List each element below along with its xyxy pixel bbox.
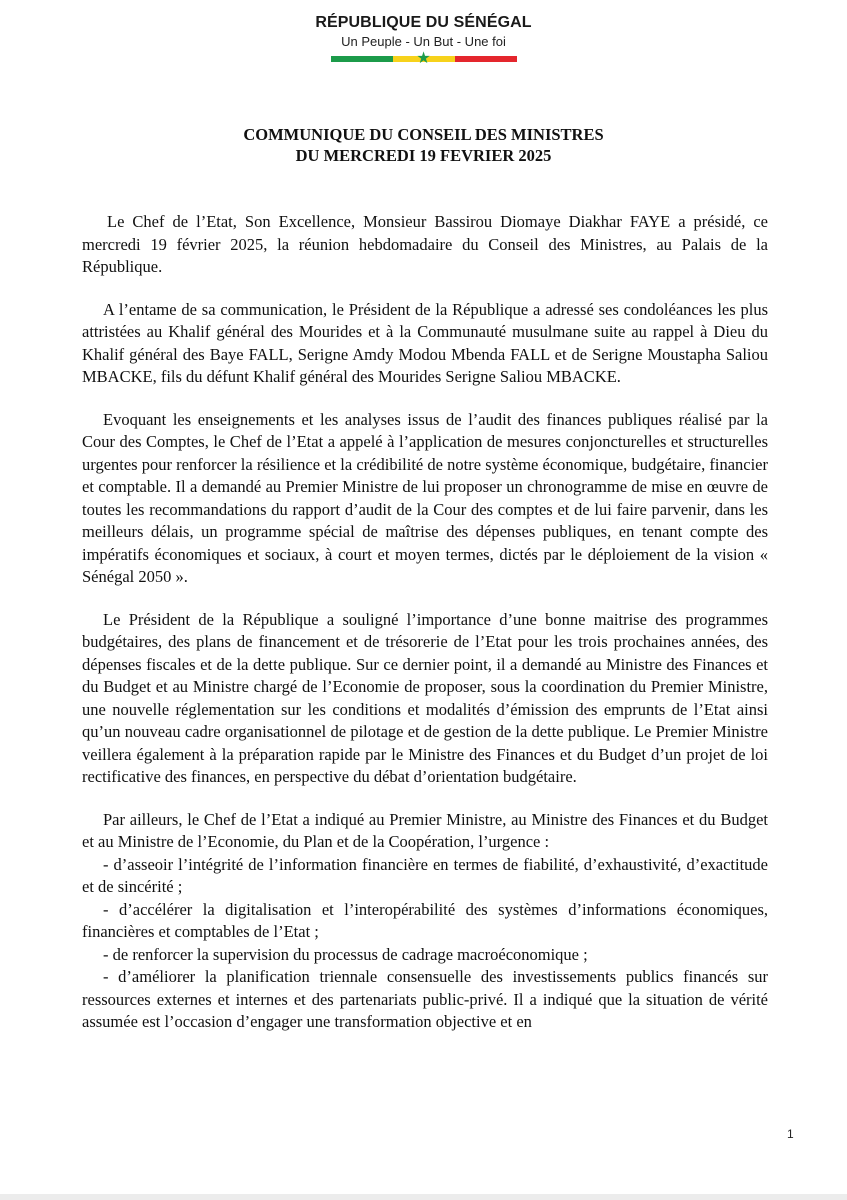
- page-bottom-edge: [0, 1194, 847, 1200]
- list-item: - de renforcer la supervision du processus de cadrage macroéconomique ;: [103, 944, 588, 964]
- flag-green-band: [331, 56, 393, 62]
- country-name: RÉPUBLIQUE DU SÉNÉGAL: [315, 14, 532, 31]
- list-item: - d’améliorer la planification triennale consensuelle des investissements publics financés sur ressources externes et internes et des partenariats public-privé. Il a indiqué que la situation de vérité assumée est l’occasion d’engager une transformation objective et en: [82, 967, 768, 1031]
- communique-title: [0, 124, 847, 166]
- senegal-flag-stripe: [331, 48, 517, 67]
- list-item: - d’accélérer la digitalisation et l’interopérabilité des systèmes d’informations économiques, financières et comptables de l’Etat ;: [82, 899, 768, 941]
- document-header: [0, 14, 847, 67]
- paragraph-urgence: Par ailleurs, le Chef de l’Etat a indiqué au Premier Ministre, au Ministre des Finances et du Budget et au Ministre de l’Economie, du Plan et de la Coopération, l’urgence :: [82, 809, 768, 851]
- communique-body: [82, 211, 768, 1034]
- title-line-2: DU MERCREDI 19 FEVRIER 2025: [295, 146, 552, 165]
- paragraph-condolences: A l’entame de sa communication, le Président de la République a adressé ses condoléances les plus attristées au Khalif général des Mourides et à la Communauté musulmane suite au rappel à Dieu du Khalif général des Baye FALL, Serigne Amdy Modou Mbenda FALL et de Serigne Moustapha Saliou MBACKE, fils du défunt Khalif général des Mourides Serigne Saliou MBACKE.: [82, 299, 768, 386]
- paragraph-audit: Evoquant les enseignements et les analyses issus de l’audit des finances publiques réalisé par la Cour des Comptes, le Chef de l’Etat a appelé à l’application de mesures conjoncturelles et structurelles urgentes pour renforcer la résilience et la crédibilité de notre système économique, budgétaire, financier et comptable. Il a demandé au Premier Ministre de lui proposer un chronogramme de mise en œuvre de toutes les recommandations du rapport d’audit de la Cour des comptes et de lui faire parvenir, dans les meilleurs délais, un programme spécial de maîtrise des dépenses publiques, en tenant compte des impératifs économiques et sociaux, à court et moyen termes, dictés par le déploiement de la vision « Sénégal 2050 ».: [82, 409, 768, 586]
- paragraph-opening: Le Chef de l’Etat, Son Excellence, Monsieur Bassirou Diomaye Diakhar FAYE a présidé, ce mercredi 19 février 2025, la réunion hebdomadaire du Conseil des Ministres, au Palais de la République.: [82, 212, 768, 276]
- page-number: 1: [787, 1127, 794, 1141]
- flag-red-band: [455, 56, 517, 62]
- national-motto: Un Peuple - Un But - Une foi: [341, 34, 506, 49]
- paragraph-budget: Le Président de la République a souligné l’importance d’une bonne maitrise des programmes budgétaires, des plans de financement et de trésorerie de l’Etat pour les trois prochaines années, des dépenses fiscales et de la dette publique. Sur ce dernier point, il a demandé au Ministre des Finances et du Budget et au Ministre chargé de l’Economie de proposer, sous la coordination du Premier Ministre, une nouvelle réglementation sur les conditions et modalités d’émission des emprunts de l’Etat ainsi qu’un nouveau cadre organisationnel de pilotage et de gestion de la dette publique. Le Premier Ministre veillera également à la préparation rapide par le Ministre des Finances et du Budget d’un projet de loi rectificative des finances, en perspective du débat d’orientation budgétaire.: [82, 609, 768, 786]
- green-star-icon: ★: [416, 48, 431, 67]
- list-item: - d’asseoir l’intégrité de l’information financière en termes de fiabilité, d’exhaustivité, d’exactitude et de sincérité ;: [82, 854, 768, 896]
- title-line-1: COMMUNIQUE DU CONSEIL DES MINISTRES: [243, 125, 604, 144]
